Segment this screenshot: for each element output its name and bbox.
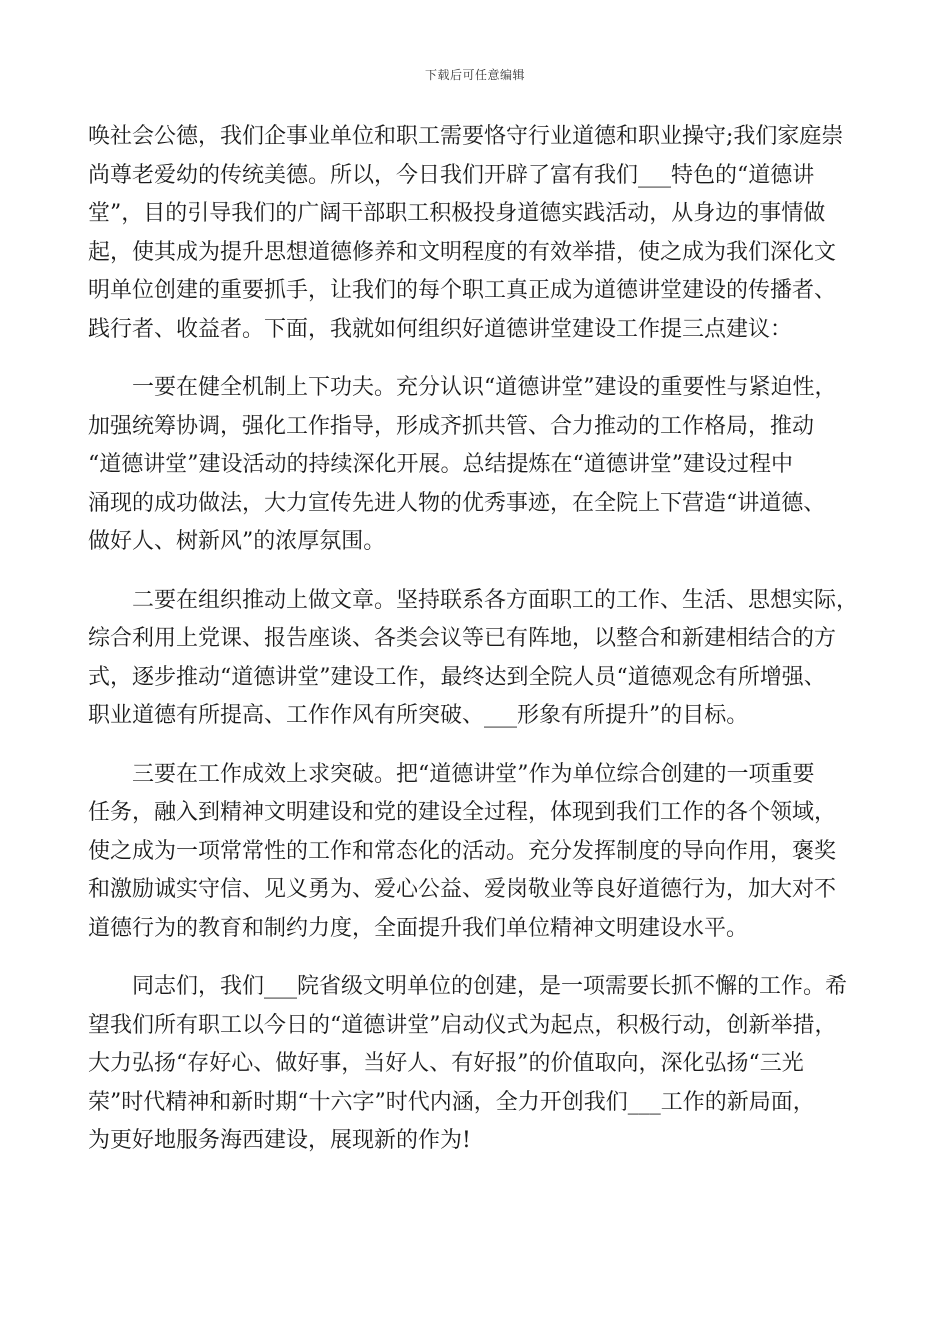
text-line: 二要在组织推动上做文章。坚持联系各方面职工的工作、生活、思想实际， bbox=[132, 587, 859, 613]
text-line: 唤社会公德，我们企事业单位和职工需要恪守行业道德和职业操守;我们家庭崇 bbox=[88, 124, 844, 149]
text-line: 堂”，目的引导我们的广阔干部职工积极投身道德实践活动，从身边的事情做 bbox=[88, 201, 826, 226]
text-line: 做好人、树新风”的浓厚氛围。 bbox=[88, 529, 386, 554]
text-line: 望我们所有职工以今日的“道德讲堂”启动仪式为起点，积极行动，创新举措， bbox=[88, 1012, 837, 1038]
text-line: 任务，融入到精神文明建设和党的建设全过程，体现到我们工作的各个领域， bbox=[88, 800, 837, 825]
paragraph-5 bbox=[88, 968, 868, 1161]
paragraph-2 bbox=[88, 369, 868, 562]
text-line: 为更好地服务海西建设，展现新的作为! bbox=[88, 1128, 471, 1153]
text-line: 综合利用上党课、报告座谈、各类会议等已有阵地，以整合和新建相结合的方 bbox=[88, 626, 837, 651]
text-line: 道德行为的教育和制约力度，全面提升我们单位精神文明建设水平。 bbox=[88, 915, 749, 941]
paragraph-3 bbox=[88, 582, 868, 736]
text-line: “道德讲堂”建设活动的持续深化开展。总结提炼在“道德讲堂”建设过程中 bbox=[88, 452, 793, 477]
text-line: 起，使其成为提升思想道德修养和文明程度的有效举措，使之成为我们深化文 bbox=[88, 239, 837, 265]
text-line: 明单位创建的重要抓手，让我们的每个职工真正成为道德讲堂建设的传播者、 bbox=[88, 278, 837, 303]
text-line: 涌现的成功做法，大力宣传先进人物的优秀事迹，在全院上下营造“讲道德、 bbox=[88, 490, 826, 516]
text-line: 使之成为一项常常性的工作和常态化的活动。充分发挥制度的导向作用，褒奖 bbox=[88, 838, 837, 864]
page-header: 下载后可任意编辑 bbox=[424, 68, 525, 82]
paragraph-4 bbox=[88, 756, 868, 949]
text-line: 三要在工作成效上求突破。把“道德讲堂”作为单位综合创建的一项重要 bbox=[132, 761, 815, 787]
text-line: 加强统筹协调，强化工作指导，形成齐抓共管、合力推动的工作格局，推动 bbox=[88, 413, 815, 439]
text-line: 职业道德有所提高、工作作风有所突破、___形象有所提升”的目标。 bbox=[88, 703, 749, 728]
text-line: 尚尊老爱幼的传统美德。所以，今日我们开辟了富有我们___特色的“道德讲 bbox=[88, 162, 815, 188]
text-line: 同志们，我们___院省级文明单位的创建，是一项需要长抓不懈的工作。希 bbox=[132, 974, 848, 999]
text-line: 一要在健全机制上下功夫。充分认识“道德讲堂”建设的重要性与紧迫性， bbox=[132, 375, 837, 400]
text-line: 大力弘扬“存好心、做好事，当好人、有好报”的价值取向，深化弘扬“三光 bbox=[88, 1051, 804, 1076]
document-body bbox=[88, 118, 868, 1181]
text-line: 和激励诚实守信、见义勇为、爱心公益、爱岗敬业等良好道德行为，加大对不 bbox=[88, 877, 837, 902]
text-line: 式，逐步推动“道德讲堂”建设工作，最终达到全院人员“道德观念有所增强、 bbox=[88, 664, 826, 690]
text-line: 践行者、收益者。下面，我就如何组织好道德讲堂建设工作提三点建议： bbox=[88, 316, 793, 342]
text-line: 荣”时代精神和新时期“十六字”时代内涵，全力开创我们___工作的新局面， bbox=[88, 1089, 815, 1115]
paragraph-1 bbox=[88, 118, 868, 349]
